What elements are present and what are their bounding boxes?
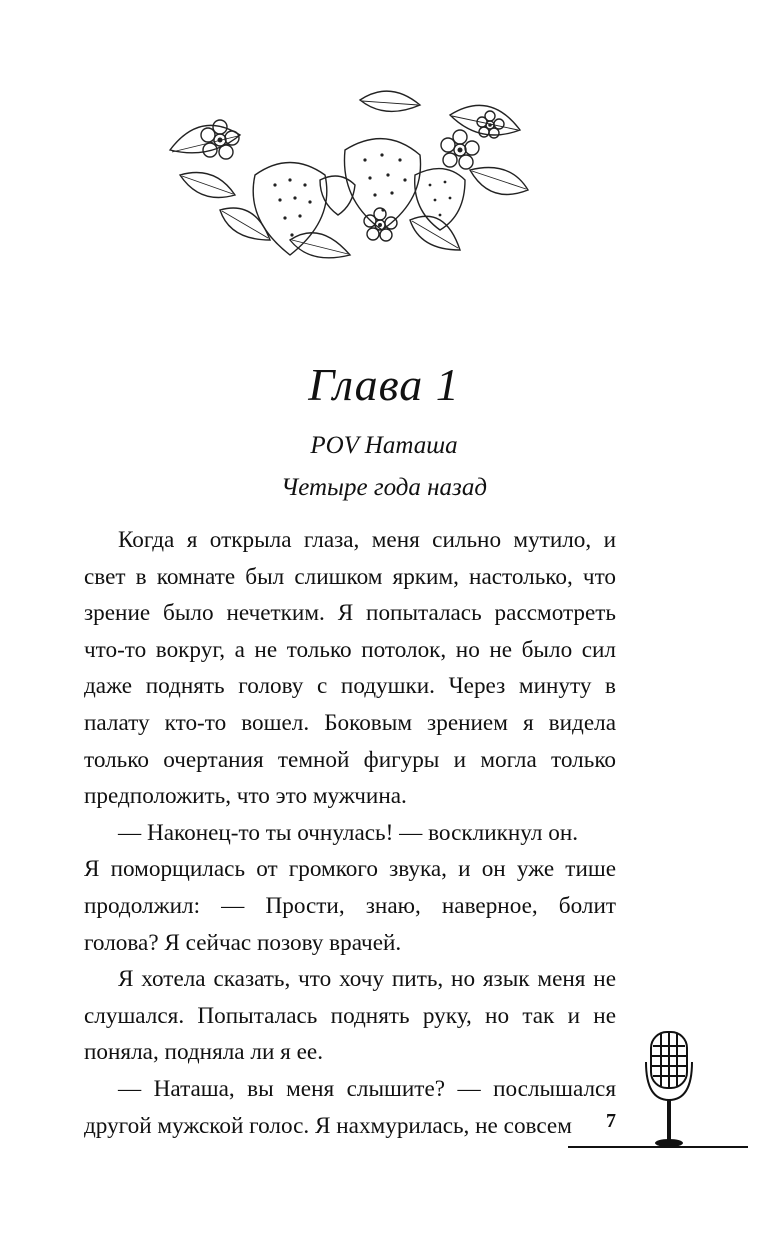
body-text xyxy=(84,522,616,1144)
microphone-icon xyxy=(638,1028,700,1152)
paragraph: — Наташа, вы меня слышите? — послышался другой мужской голос. Я нахмурилась, не совсем xyxy=(84,1075,616,1139)
paragraph: Когда я открыла глаза, меня сильно мутило, и свет в комнате был слишком ярким, настолько, что зрение было нечетким. Я попыталась рассмотреть что-то вокруг, а не только потолок, но не было сил даже поднять голову с подушки. Через минуту в палату кто-то вошел. Боковым зрением я видела только очертания темной фигуры и могла только предположить, что это мужчина. xyxy=(84,527,616,810)
paragraph: Я хотела сказать, что хочу пить, но язык меня не слушался. Попыталась поднять руку, но так и не поняла, подняла ли я ее. xyxy=(84,966,616,1066)
chapter-time: Четыре года назад xyxy=(281,474,487,501)
paragraph: Я поморщилась от громкого звука, и он уже тише продолжил: — Прости, знаю, наверное, болит голова? Я сейчас позову врачей. xyxy=(84,856,616,956)
chapter-pov: POV Наташа xyxy=(310,432,458,459)
strawberry-floral-ornament-icon xyxy=(160,80,535,270)
paragraph: — Наконец-то ты очнулась! — воскликнул он. xyxy=(118,819,579,846)
chapter-title: Глава 1 xyxy=(308,359,460,410)
page-number: 7 xyxy=(606,1110,616,1132)
